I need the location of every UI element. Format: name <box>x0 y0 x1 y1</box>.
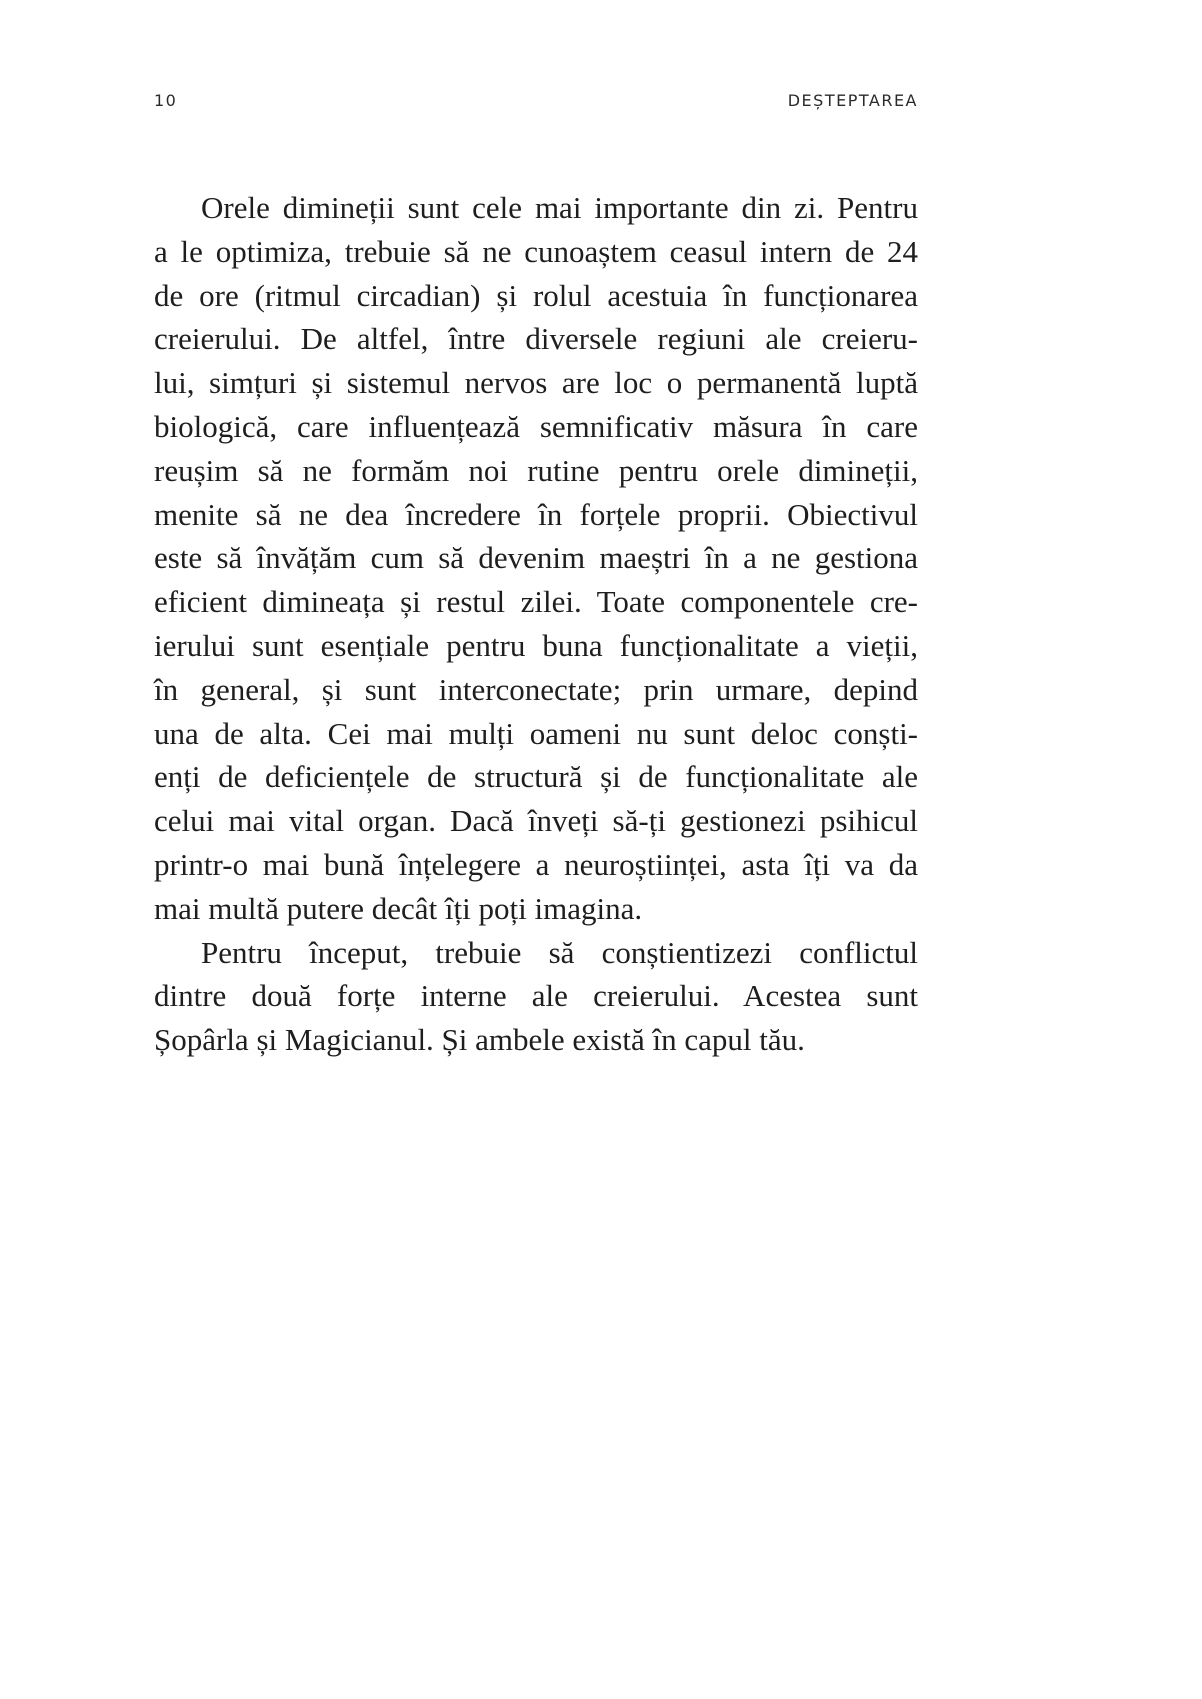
running-header <box>154 91 918 115</box>
text-line: eficient dimineața și restul zilei. Toate componentele cre- <box>154 584 918 620</box>
paragraph-2 <box>154 931 918 1062</box>
text-line: reușim să ne formăm noi rutine pentru orele dimineții, <box>154 452 918 488</box>
text-line: Pentru început, trebuie să conștientizezi conflictul <box>201 934 918 970</box>
text-line: creierului. De altfel, între diversele regiuni ale creieru- <box>154 321 918 357</box>
text-line: mai multă putere decât îți poți imagina. <box>154 890 643 926</box>
text-line: printr-o mai bună înțelegere a neuroștiinței, asta îți va da <box>154 846 918 882</box>
text-line: biologică, care influențează semnificativ măsura în care <box>154 408 918 444</box>
text-line: una de alta. Cei mai mulți oameni nu sunt deloc conști- <box>154 715 918 751</box>
page-number: 10 <box>154 91 178 110</box>
text-line: menite să ne dea încredere în forțele proprii. Obiectivul <box>154 496 918 532</box>
text-line: în general, și sunt interconectate; prin urmare, depind <box>154 671 918 707</box>
text-line: ierului sunt esențiale pentru buna funcționalitate a vieții, <box>154 627 918 663</box>
paragraph-1 <box>154 186 918 931</box>
text-line: Orele dimineții sunt cele mai importante din zi. Pentru <box>201 190 918 225</box>
text-line: dintre două forțe interne ale creierului. Acestea sunt <box>154 978 918 1014</box>
text-line: Șopârla și Magicianul. Și ambele există în capul tău. <box>154 1022 805 1058</box>
text-line: a le optimiza, trebuie să ne cunoaștem ceasul intern de 24 <box>154 233 918 269</box>
book-title: DEȘTEPTAREA <box>787 91 918 110</box>
body-text <box>154 186 918 1062</box>
text-line: lui, simțuri și sistemul nervos are loc o permanentă luptă <box>154 365 918 401</box>
text-line: celui mai vital organ. Dacă înveți să-ți gestionezi psihicul <box>154 803 918 839</box>
text-line: de ore (ritmul circadian) și rolul acestuia în funcționarea <box>154 277 918 313</box>
text-line: este să învățăm cum să devenim maeștri în a ne gestiona <box>154 540 918 576</box>
text-line: enți de deficiențele de structură și de funcționalitate ale <box>154 759 918 795</box>
